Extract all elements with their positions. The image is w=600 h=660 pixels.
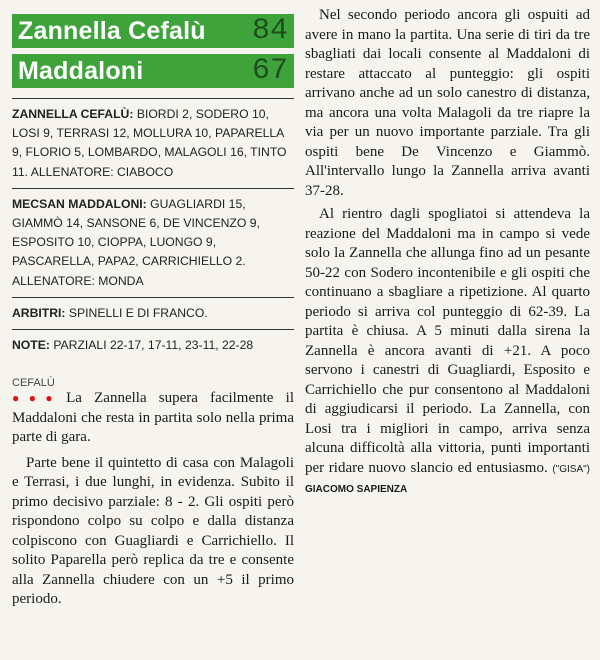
article-lead-text: La Zannella supera facilmente il Maddaloni che resta in partita solo nella prima parte di gara. (12, 390, 294, 446)
away-score-bar (12, 54, 294, 88)
article-paragraph-3-text: Al rientro dagli spogliatoi si attendeva la reazione del Maddaloni ma in campo si vede solo la Zannella che allunga fino ad un pesante 50-22 con Sodero incontenibile e gli ospiti che continuano a sbagliare a ripetizione. Al quarto periodo si arriva col punteggio di 62-39. La partita è chiusa. A 5 minuti dalla sirena la Zannella è ancora avanti di +21. A poco servono i canestri di Guagliardi, Esposito e Carrichiello che pur consentono al Maddaloni di aggiudicarsi il periodo. La Zannella, con Losi tra i migliori in campo, arriva senza alcuna difficoltà alla vittoria, punti importanti per ridare nuovo slancio ed entusiasmo. (305, 206, 590, 476)
referees-names: SPINELLI E DI FRANCO. (68, 305, 208, 320)
article-paragraph-1: Parte bene il quintetto di casa con Malagoli e Terrasi, i due lunghi, in evidenza. Subito il primo decisivo parziale: 8 - 2. Gli ospiti però rispondono colpo su colpo e dalla distanza colpiscono con Guagliardi e Carrichiello. Il solito Paparella però replica da tre e consente alla Zannella chiudere con un +5 il primo periodo. (12, 454, 294, 608)
away-roster-label: MECSAN MADDALONI: (12, 196, 147, 211)
article-left (12, 389, 294, 610)
home-roster-players: BIORDI 2, SODERO 10, LOSI 9, TERRASI 12, MOLLURA 10, PAPARELLA 9, FLORIO 5, LOMBARDO, MALAGOLI 16, TINTO 11. ALLENATORE: CIABOCO (12, 107, 287, 179)
divider (12, 297, 294, 298)
left-column (12, 14, 294, 610)
article-right (305, 6, 590, 500)
away-roster-players: GUAGLIARDI 15, GIAMMÒ 14, SANSONE 6, DE VINCENZO 9, ESPOSITO 10, CIOPPA, LUONGO 9, PASCARELLA, PAPA2, CARRICHIELLO 2. ALLENATORE: MONDA (12, 196, 260, 288)
referees (12, 304, 294, 323)
away-team-score: 67 (251, 54, 288, 88)
article-lead (12, 389, 294, 448)
home-roster-label: ZANNELLA CEFALÙ: (12, 107, 134, 121)
divider (12, 98, 294, 99)
home-team-score: 84 (251, 14, 288, 48)
right-column (305, 6, 590, 500)
notes-text: PARZIALI 22-17, 17-11, 23-11, 22-28 (53, 338, 254, 353)
byline-credit: ("GISA") (552, 463, 591, 475)
divider (12, 329, 294, 330)
dateline: CEFALÙ (12, 377, 55, 390)
away-roster (12, 195, 294, 291)
byline-author: GIACOMO SAPIENZA (305, 484, 408, 495)
notes (12, 336, 294, 355)
home-score-bar (12, 14, 294, 48)
referees-label: ARBITRI: (12, 305, 66, 320)
bullet-dots-icon: ●●● (12, 391, 63, 406)
article-paragraph-3 (305, 205, 590, 500)
away-team-name: Maddaloni (18, 56, 144, 85)
home-team-name: Zannella Cefalù (18, 16, 206, 45)
article-paragraph-2: Nel secondo periodo ancora gli ospuiti ad avere in mano la partita. Una serie di tiri da tre sbagliati dai locali consente al Maddaloni di restare attaccato al punteggio: gli ospiti arrivano anche ad un solo canestro di distanza, ma ancora una volta Malagoli da tre riapre la via per un nuovo importante parziale. Tra gli ospiti bene De Vincenzo e Giammò. All'intervallo lungo la Zannella arriva avanti 37-28. (305, 7, 590, 199)
home-roster (12, 105, 294, 182)
divider (12, 188, 294, 189)
notes-label: NOTE: (12, 338, 50, 353)
